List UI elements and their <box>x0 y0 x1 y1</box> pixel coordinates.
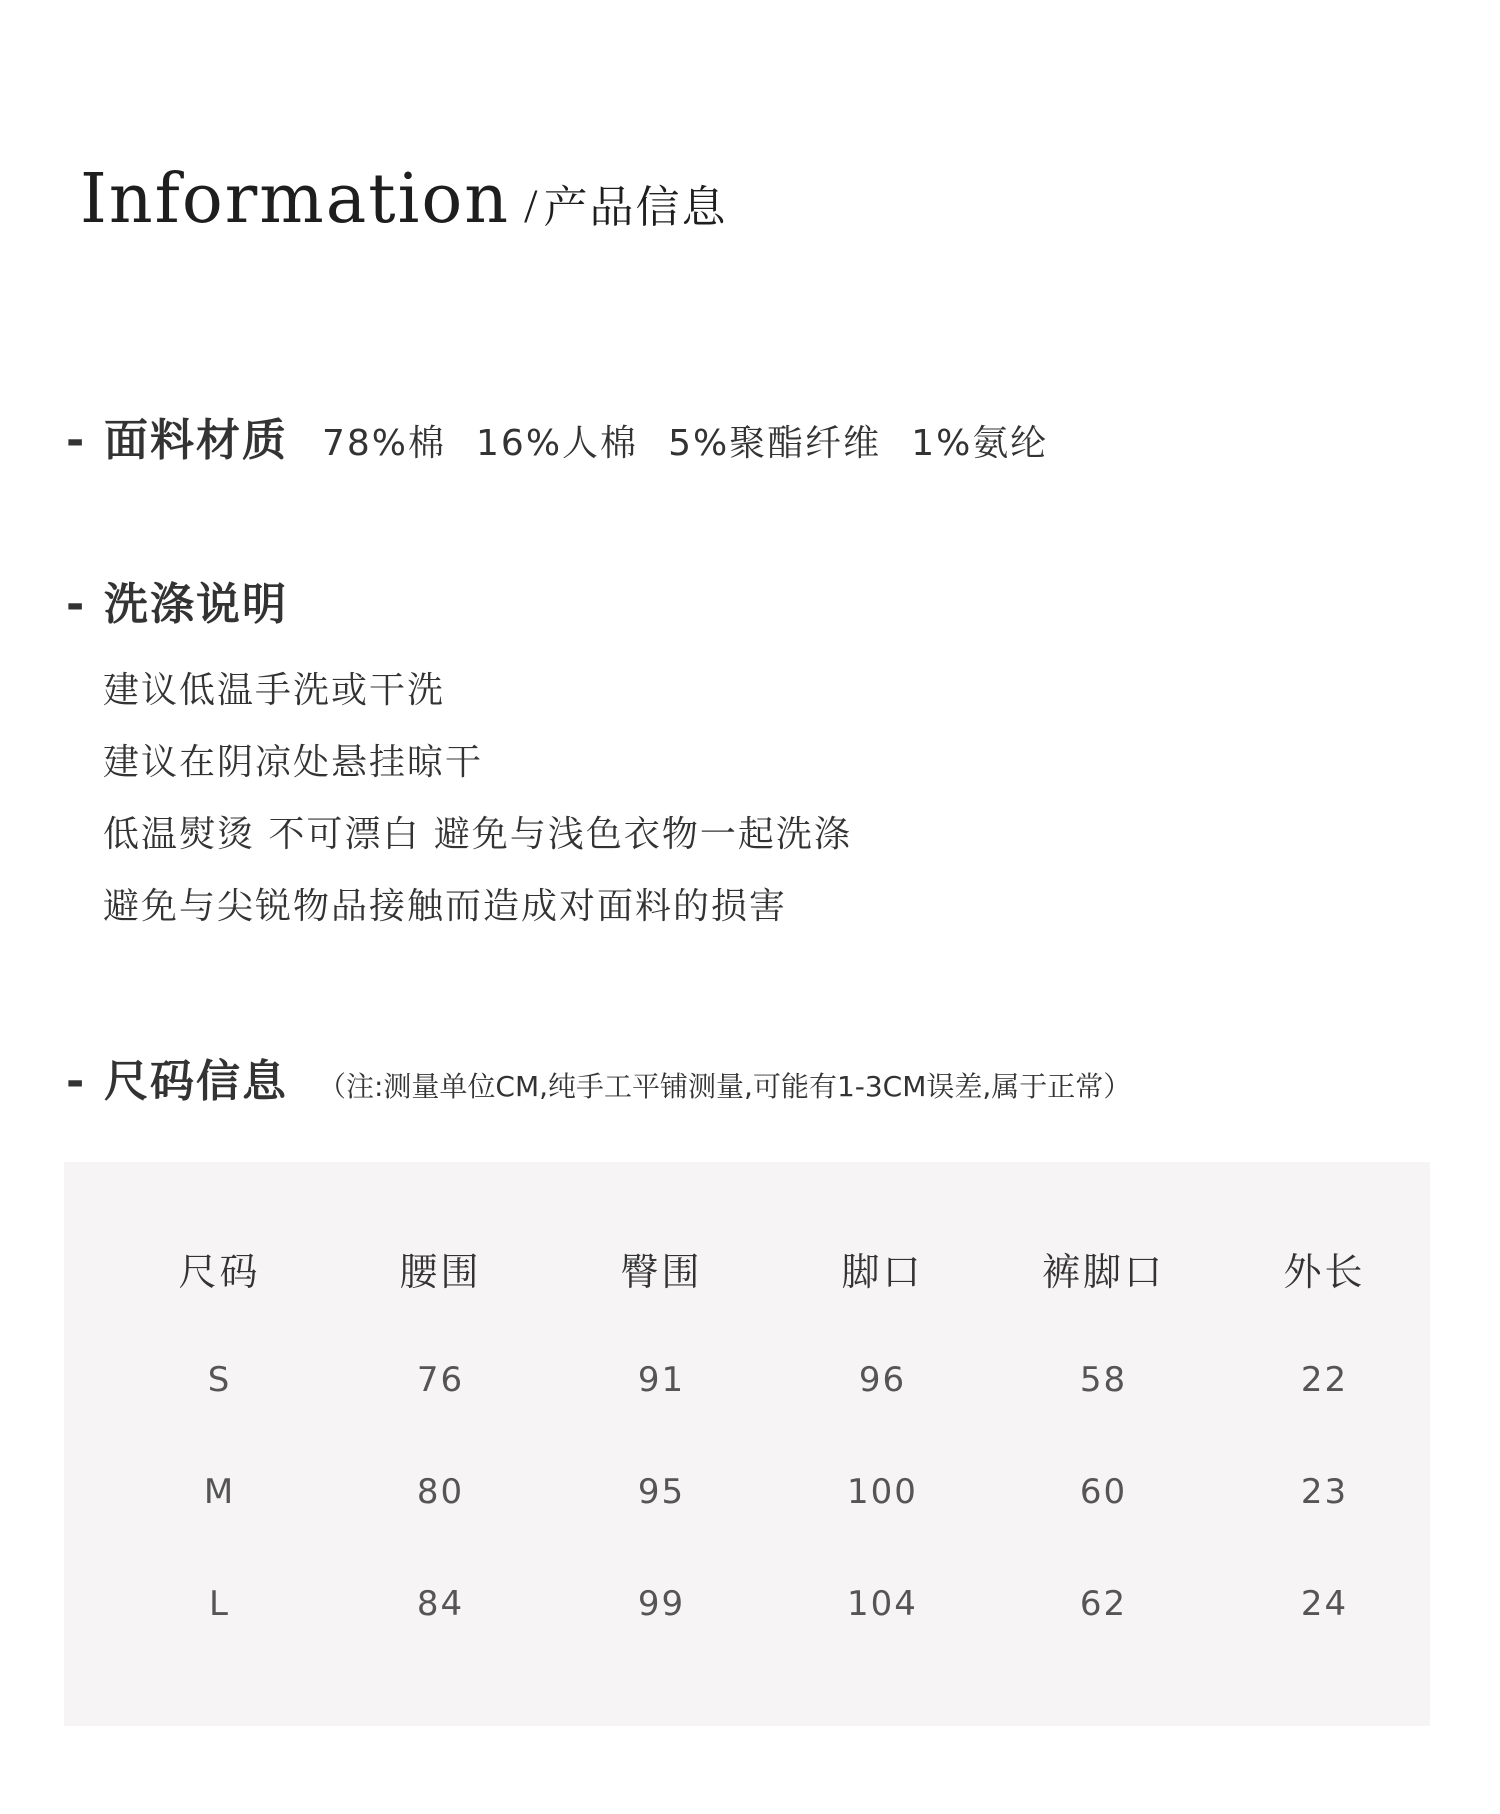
table-cell: L <box>209 1584 230 1624</box>
wash-line: 建议在阴凉处悬挂晾干 <box>103 742 484 783</box>
table-cell: S <box>207 1360 232 1400</box>
table-cell: 99 <box>637 1584 686 1624</box>
table-cell: 60 <box>1079 1472 1128 1512</box>
table-row <box>109 1324 1435 1436</box>
size-table-header: 臀围 <box>620 1249 703 1294</box>
table-cell: 23 <box>1300 1472 1349 1512</box>
header-title-en: Information <box>80 160 511 239</box>
table-cell: 58 <box>1079 1360 1128 1400</box>
table-cell: 24 <box>1300 1584 1349 1624</box>
size-table-header: 裤脚口 <box>1041 1249 1165 1294</box>
table-cell: 76 <box>416 1360 465 1400</box>
table-cell: 104 <box>847 1584 918 1624</box>
size-table-header: 外长 <box>1283 1249 1366 1294</box>
header-separator: / <box>524 180 538 233</box>
size-table-header: 腰围 <box>399 1249 482 1294</box>
wash-dash: - <box>66 579 85 630</box>
table-cell: 96 <box>858 1360 907 1400</box>
page-header <box>80 160 727 250</box>
size-table-header: 尺码 <box>178 1249 261 1294</box>
size-table-header-row <box>109 1212 1435 1324</box>
fabric-label: 面料材质 <box>104 415 288 466</box>
table-cell: M <box>203 1472 236 1512</box>
wash-line: 建议低温手洗或干洗 <box>103 670 446 711</box>
wash-line: 避免与尖锐物品接触而造成对面料的损害 <box>103 886 788 927</box>
wash-section-heading <box>66 568 288 632</box>
table-cell: 62 <box>1079 1584 1128 1624</box>
wash-label: 洗涤说明 <box>104 579 288 630</box>
fabric-items <box>322 415 1048 466</box>
size-note: （注:测量单位CM,纯手工平铺测量,可能有1-3CM误差,属于正常） <box>318 1070 1132 1103</box>
table-row <box>109 1436 1435 1548</box>
size-table <box>109 1212 1435 1660</box>
wash-line: 低温熨烫 不可漂白 避免与浅色衣物一起洗涤 <box>103 814 852 855</box>
size-dash: - <box>66 1056 85 1107</box>
table-cell: 91 <box>637 1360 686 1400</box>
fabric-item: 16%人棉 <box>476 423 639 464</box>
header-title-cn: 产品信息 <box>543 182 728 233</box>
table-cell: 22 <box>1300 1360 1349 1400</box>
fabric-dash: - <box>66 415 85 466</box>
table-cell: 95 <box>637 1472 686 1512</box>
fabric-item: 1%氨纶 <box>911 423 1049 464</box>
fabric-item: 78%棉 <box>322 423 447 464</box>
size-section-heading <box>66 1045 1131 1109</box>
size-table-header: 脚口 <box>841 1249 924 1294</box>
wash-instructions <box>103 655 852 943</box>
size-table-panel <box>64 1162 1430 1726</box>
table-row <box>109 1548 1435 1660</box>
table-cell: 80 <box>416 1472 465 1512</box>
fabric-section <box>66 404 1048 468</box>
table-cell: 84 <box>416 1584 465 1624</box>
size-label: 尺码信息 <box>104 1056 288 1107</box>
fabric-item: 5%聚酯纤维 <box>668 423 882 464</box>
table-cell: 100 <box>847 1472 918 1512</box>
